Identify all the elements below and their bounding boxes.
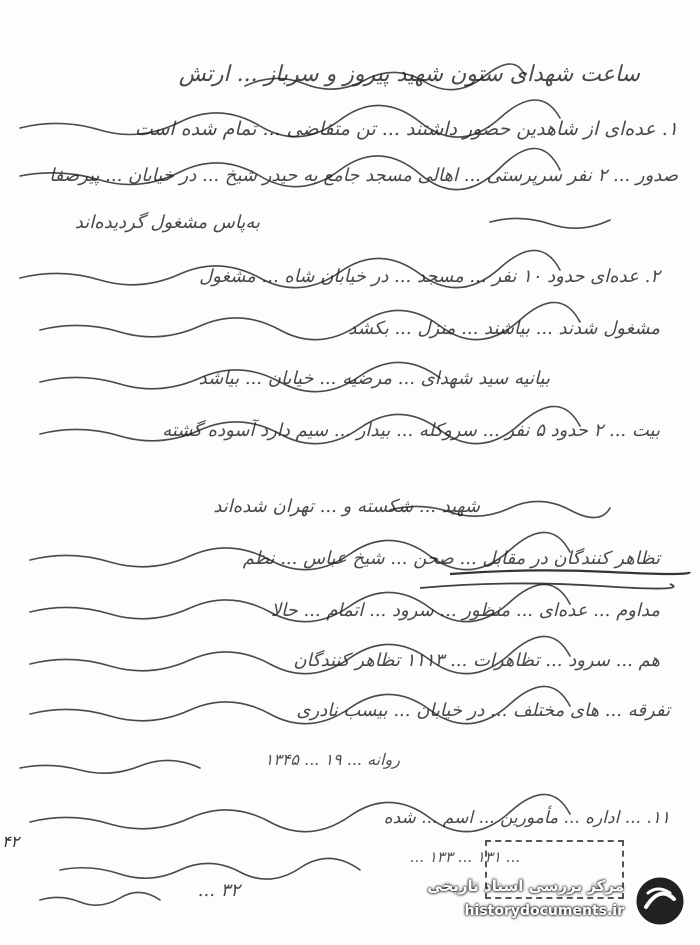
document-line-11: مداوم ... عده‌ای ... منظور ... سرود ... اتمام ... حالا xyxy=(270,600,660,621)
document-line-7: بیانیه سید شهدای ... مرضیه ... خیابان ... بیاشد xyxy=(198,368,550,389)
document-line-16: ... ۱۳۱ ... ۱۳۳ ... xyxy=(409,848,520,866)
document-line-1: ساعت شهدای ستون شهید پیروز و سرباز ... ارتش xyxy=(178,62,640,87)
margin-number: ۴۲ xyxy=(2,832,20,851)
watermark-text-en: historydocuments.ir xyxy=(464,903,624,919)
document-line-3: صدور ... ۲ نفر سرپرستی ... اهالی مسجد جامع به حیدر شیخ ... در خیابان ... پیرصفا xyxy=(49,165,678,186)
document-line-13: تفرقه ... های مختلف ... در خیابان ... بیسب نادری xyxy=(296,700,670,721)
document-line-2: ۱. عده‌ای از شاهدین حضور داشتند ... تن متقاضی ... تمام شده است xyxy=(134,118,678,140)
document-line-5: ۲. عده‌ای حدود ۱۰ نفر ... مسجد ... در خیابان شاه ... مشغول xyxy=(199,266,660,287)
document-line-10: تظاهر کنندگان در مقابل ... صحن ... شیخ عباس ... نظم xyxy=(242,548,660,569)
document-line-6: مشغول شدند ... بیاشند ... منزل ... بکشد xyxy=(348,318,660,339)
document-line-9: شهید ... شکسته و ... تهران شده‌اند xyxy=(213,496,480,517)
document-line-12: هم ... سرود ... تظاهرات ... ۱۱۱۳ تظاهر کنندگان xyxy=(293,650,660,671)
document-line-15: ۱۱. ... اداره ... مأمورین ... اسم ... شده xyxy=(383,808,670,828)
watermark-text-fa: مرکز بررسی اسناد تاریخی xyxy=(427,877,624,895)
document-line-8: بیت ... ۲ حدود ۵ نفر ... سروکله ... بیدار ... سیم دارد آسوده گشته xyxy=(162,420,660,441)
watermark-logo-icon xyxy=(632,873,688,929)
watermark xyxy=(422,865,692,935)
document-line-17: ۳۲ ... xyxy=(197,880,240,901)
document-line-4: به‌پاس مشغول گردیده‌اند xyxy=(74,212,260,233)
document-line-14: روانه ... ۱۹ ... ۱۳۴۵ xyxy=(264,750,400,769)
